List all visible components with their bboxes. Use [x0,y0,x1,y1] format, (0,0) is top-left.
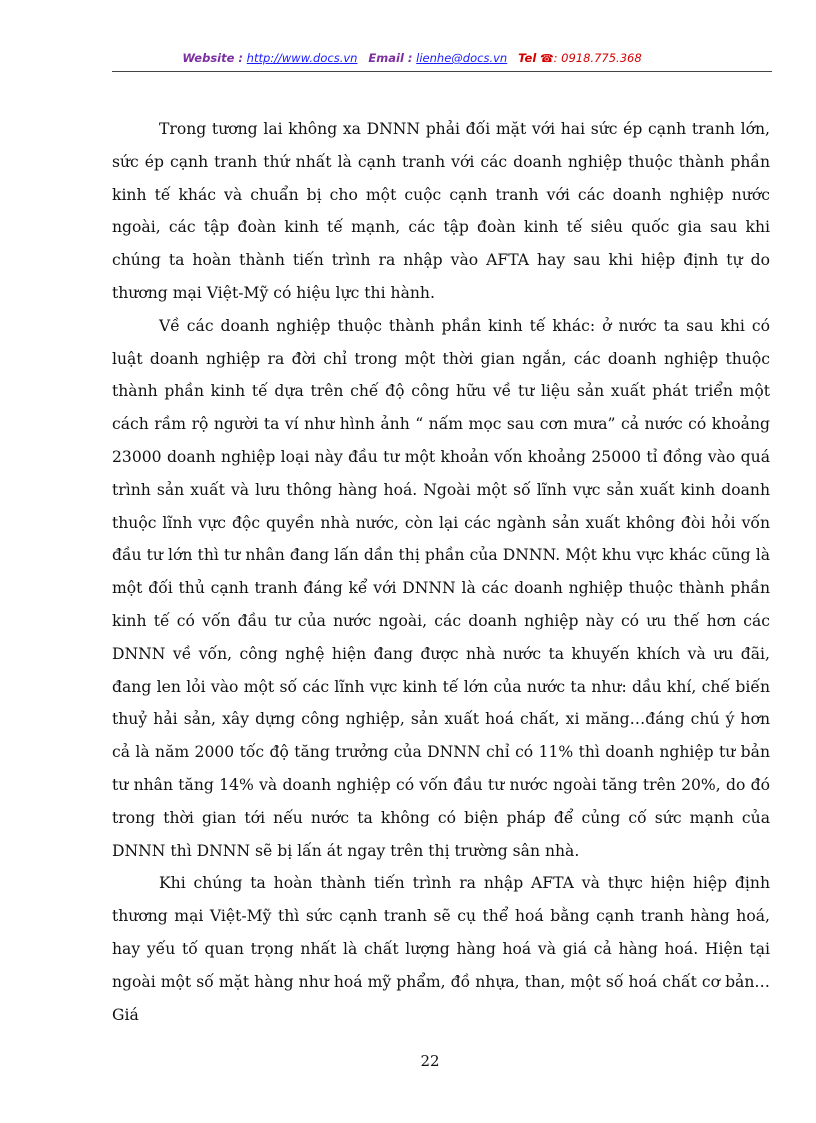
email-link[interactable]: lienhe@docs.vn [416,51,508,65]
page-number: 22 [420,1052,440,1070]
website-label: Website : [182,51,244,65]
tel-label: Tel [518,51,537,65]
website-link[interactable]: http://www.docs.vn [246,51,358,65]
paragraph: Trong tương lai không xa DNNN phải đối mặt với hai sức ép cạnh tranh lớn, sức ép cạnh tranh thứ nhất là cạnh tranh với các doanh nghiệp thuộc thành phần kinh tế khác và chuẩn bị cho một cuộc cạnh tranh với các doanh nghiệp nước ngoài, các tập đoàn kinh tế mạnh, các tập đoàn kinh tế siêu quốc gia sau khi chúng ta hoàn thành tiến trình ra nhập vào AFTA hay sau khi hiệp định tự do thương mại Việt-Mỹ có hiệu lực thi hành. [112,120,770,302]
document-body [112,113,770,1031]
email-label: Email : [368,51,413,65]
paragraph: Về các doanh nghiệp thuộc thành phần kinh tế khác: ở nước ta sau khi có luật doanh nghiệp ra đời chỉ trong một thời gian ngắn, các doanh nghiệp thuộc thành phần kinh tế dựa trên chế độ công hữu về tư liệu sản xuất phát triển một cách rầm rộ người ta ví như hình ảnh “ nấm mọc sau cơn mưa” cả nước có khoảng 23000 doanh nghiệp loại này đầu tư một khoản vốn khoảng 25000 tỉ đồng vào quá trình sản xuất và lưu thông hàng hoá. Ngoài một số lĩnh vực sản xuất kinh doanh thuộc lĩnh vực độc quyền nhà nước, còn lại các ngành sản xuất không đòi hỏi vốn đầu tư lớn thì tư nhân đang lấn dần thị phần của DNNN. Một khu vực khác cũng là một đối thủ cạnh tranh đáng kể với DNNN là các doanh nghiệp thuộc thành phần kinh tế có vốn đầu tư của nước ngoài, các doanh nghiệp này có ưu thế hơn các DNNN về vốn, công nghệ hiện đang được nhà nước ta khuyến khích và ưu đãi, đang len lỏi vào một số các lĩnh vực kinh tế lớn của nước ta như: dầu khí, chế biến thuỷ hải sản, xây dựng công nghiệp, sản xuất hoá chất, xi măng…đáng chú ý hơn cả là năm 2000 tốc độ tăng trưởng của DNNN chỉ có 11% thì doanh nghiệp tư bản tư nhân tăng 14% và doanh nghiệp có vốn đầu tư nước ngoài tăng trên 20%, do đó trong thời gian tới nếu nước ta không có biện pháp để củng cố sức mạnh của DNNN thì DNNN sẽ bị lấn át ngay trên thị trường sân nhà. [112,316,770,860]
phone-icon: ☎ [539,52,554,65]
header-divider [112,71,772,72]
tel-number: : 0918.775.368 [553,51,642,65]
paragraph: Khi chúng ta hoàn thành tiến trình ra nhập AFTA và thực hiện hiệp định thương mại Việt-Mỹ thì sức cạnh tranh sẽ cụ thể hoá bằng cạnh tranh hàng hoá, hay yếu tố quan trọng nhất là chất lượng hàng hoá và giá cả hàng hoá. Hiện tại ngoài một số mặt hàng như hoá mỹ phẩm, đồ nhựa, than, một số hoá chất cơ bản…Giá [112,874,770,1024]
page-header [112,48,712,68]
